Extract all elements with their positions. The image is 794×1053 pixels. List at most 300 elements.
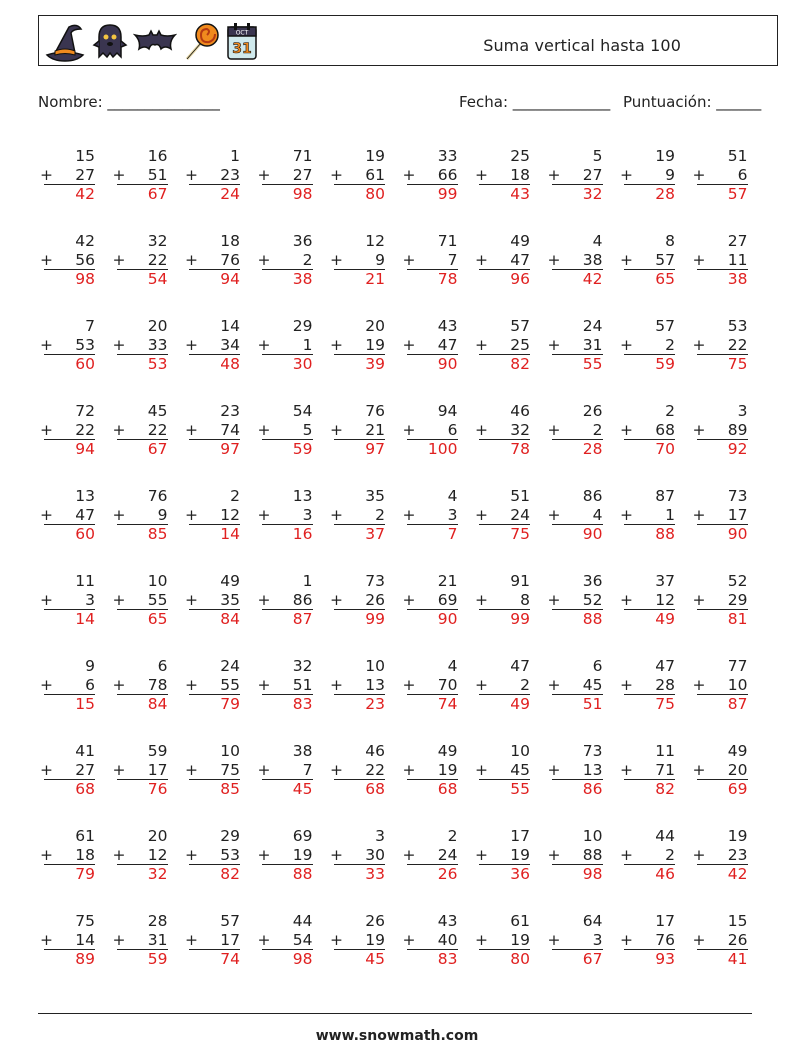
answer: 99 [479, 609, 530, 629]
icon-strip [43, 20, 259, 64]
answer: 30 [262, 354, 313, 374]
answer: 78 [407, 269, 458, 289]
problem [113, 401, 168, 459]
problem [113, 656, 168, 714]
addend-bottom: 19 [365, 931, 385, 949]
addend-bottom: 66 [437, 166, 458, 184]
addend-top: 61 [510, 912, 530, 930]
plus-sign: + [40, 166, 53, 184]
addend-top: 15 [727, 912, 748, 930]
plus-sign: + [692, 931, 706, 949]
answer: 38 [697, 269, 748, 289]
answer: 59 [262, 439, 313, 459]
plus-sign: + [257, 931, 271, 949]
addend-top: 36 [582, 572, 603, 590]
problem [548, 571, 603, 629]
answer: 49 [624, 609, 675, 629]
addend-top: 11 [655, 742, 675, 760]
problem [113, 316, 168, 374]
addend-top: 54 [292, 402, 313, 420]
addend-bottom: 19 [437, 761, 458, 779]
addend-top: 38 [292, 742, 313, 760]
score-field[interactable]: Puntuación: ______ [623, 93, 762, 111]
addend-top: 76 [365, 402, 385, 420]
addend-bottom: 12 [147, 846, 168, 864]
answer: 65 [624, 269, 675, 289]
header-box [38, 15, 778, 66]
answer: 26 [407, 864, 458, 884]
addend-bottom: 13 [582, 761, 603, 779]
addend-top: 44 [655, 827, 675, 845]
addend-bottom: 53 [220, 846, 240, 864]
problem [185, 741, 240, 799]
addend-bottom: 5 [302, 421, 313, 439]
answer: 23 [334, 694, 385, 714]
name-field[interactable]: Nombre: _______________ [38, 93, 220, 111]
answer: 98 [262, 184, 313, 204]
plus-sign: + [112, 166, 126, 184]
answer: 53 [117, 354, 168, 374]
problem [548, 656, 603, 714]
problem [548, 486, 603, 544]
problem [403, 911, 458, 969]
addend-bottom: 2 [520, 676, 530, 694]
problem [693, 146, 748, 204]
answer: 57 [697, 184, 748, 204]
addend-top: 12 [365, 232, 385, 250]
answer: 86 [552, 779, 603, 799]
answer: 98 [552, 864, 603, 884]
plus-sign: + [620, 506, 633, 524]
addend-top: 76 [147, 487, 168, 505]
addend-top: 37 [655, 572, 675, 590]
plus-sign: + [185, 166, 198, 184]
problem [258, 826, 313, 884]
addend-top: 29 [220, 827, 240, 845]
problem [693, 316, 748, 374]
addend-bottom: 3 [302, 506, 313, 524]
addend-top: 7 [85, 317, 95, 335]
plus-sign: + [257, 676, 271, 694]
plus-sign: + [547, 336, 561, 354]
plus-sign: + [402, 251, 416, 269]
problem [475, 401, 530, 459]
addend-top: 8 [665, 232, 675, 250]
problem [185, 401, 240, 459]
addend-bottom: 9 [375, 251, 385, 269]
problem [40, 486, 95, 544]
problem [693, 741, 748, 799]
plus-sign: + [547, 591, 561, 609]
answer: 83 [262, 694, 313, 714]
plus-sign: + [620, 846, 633, 864]
plus-sign: + [475, 931, 488, 949]
plus-sign: + [330, 846, 343, 864]
addend-top: 23 [220, 402, 240, 420]
addend-top: 43 [437, 912, 458, 930]
addend-bottom: 24 [510, 506, 530, 524]
problem [693, 571, 748, 629]
problem [693, 656, 748, 714]
addend-top: 3 [375, 827, 385, 845]
plus-sign: + [547, 166, 561, 184]
answer: 75 [624, 694, 675, 714]
addend-bottom: 3 [592, 931, 603, 949]
plus-sign: + [112, 931, 126, 949]
addend-top: 4 [447, 657, 458, 675]
problem [693, 401, 748, 459]
addend-bottom: 19 [365, 336, 385, 354]
addend-top: 46 [365, 742, 385, 760]
addend-bottom: 9 [157, 506, 168, 524]
answer: 38 [262, 269, 313, 289]
plus-sign: + [475, 506, 488, 524]
addend-top: 17 [510, 827, 530, 845]
plus-sign: + [112, 676, 126, 694]
addend-top: 77 [727, 657, 748, 675]
addend-top: 18 [220, 232, 240, 250]
plus-sign: + [112, 761, 126, 779]
plus-sign: + [112, 421, 126, 439]
addend-bottom: 29 [727, 591, 748, 609]
problem [403, 146, 458, 204]
answer: 59 [624, 354, 675, 374]
footer-site: www.snowmath.com [315, 1028, 479, 1044]
addend-bottom: 10 [727, 676, 748, 694]
addend-bottom: 76 [655, 931, 675, 949]
addend-bottom: 55 [220, 676, 240, 694]
plus-sign: + [185, 251, 198, 269]
addend-bottom: 27 [75, 166, 95, 184]
answer: 68 [334, 779, 385, 799]
answer: 15 [44, 694, 95, 714]
plus-sign: + [330, 166, 343, 184]
addend-top: 28 [147, 912, 168, 930]
answer: 37 [334, 524, 385, 544]
addend-bottom: 12 [220, 506, 240, 524]
addend-top: 69 [292, 827, 313, 845]
answer: 98 [44, 269, 95, 289]
answer: 60 [44, 524, 95, 544]
plus-sign: + [257, 506, 271, 524]
worksheet-title: Suma vertical hasta 100 [483, 36, 681, 55]
addend-bottom: 25 [510, 336, 530, 354]
addend-top: 71 [437, 232, 458, 250]
svg-text:OCT: OCT [235, 29, 249, 37]
answer: 60 [44, 354, 95, 374]
addend-bottom: 52 [582, 591, 603, 609]
plus-sign: + [330, 251, 343, 269]
plus-sign: + [257, 591, 271, 609]
answer: 46 [624, 864, 675, 884]
answer: 99 [334, 609, 385, 629]
problem [330, 571, 385, 629]
answer: 79 [189, 694, 240, 714]
plus-sign: + [402, 506, 416, 524]
addend-bottom: 69 [437, 591, 458, 609]
ghost-icon [91, 21, 129, 63]
answer: 42 [552, 269, 603, 289]
addend-top: 5 [592, 147, 603, 165]
answer: 42 [697, 864, 748, 884]
addend-bottom: 20 [727, 761, 748, 779]
plus-sign: + [330, 506, 343, 524]
plus-sign: + [620, 761, 633, 779]
addend-bottom: 54 [292, 931, 313, 949]
problem [548, 741, 603, 799]
plus-sign: + [475, 421, 488, 439]
problem [185, 316, 240, 374]
plus-sign: + [185, 931, 198, 949]
plus-sign: + [620, 676, 633, 694]
addend-bottom: 6 [737, 166, 748, 184]
plus-sign: + [547, 846, 561, 864]
addend-top: 13 [292, 487, 313, 505]
plus-sign: + [620, 336, 633, 354]
problem [40, 741, 95, 799]
addend-bottom: 17 [147, 761, 168, 779]
problem [258, 571, 313, 629]
answer: 69 [697, 779, 748, 799]
problem [620, 571, 675, 629]
addend-bottom: 27 [75, 761, 95, 779]
addend-bottom: 22 [147, 421, 168, 439]
addend-top: 49 [437, 742, 458, 760]
problem [620, 656, 675, 714]
problem [620, 911, 675, 969]
problem [475, 826, 530, 884]
addend-bottom: 23 [727, 846, 748, 864]
answer: 88 [624, 524, 675, 544]
addend-bottom: 61 [365, 166, 385, 184]
addend-top: 24 [220, 657, 240, 675]
addend-top: 14 [220, 317, 240, 335]
answer: 87 [697, 694, 748, 714]
addend-bottom: 2 [665, 846, 675, 864]
problem [475, 741, 530, 799]
addend-bottom: 7 [302, 761, 313, 779]
addend-top: 10 [147, 572, 168, 590]
addend-bottom: 24 [437, 846, 458, 864]
plus-sign: + [620, 421, 633, 439]
problem [113, 741, 168, 799]
answer: 94 [44, 439, 95, 459]
problem [40, 911, 95, 969]
problem [693, 231, 748, 289]
addend-bottom: 2 [665, 336, 675, 354]
answer: 82 [189, 864, 240, 884]
addend-bottom: 35 [220, 591, 240, 609]
addend-top: 20 [147, 317, 168, 335]
date-field[interactable]: Fecha: _____________ [459, 93, 611, 111]
problem [330, 146, 385, 204]
answer: 94 [189, 269, 240, 289]
addend-bottom: 14 [75, 931, 95, 949]
answer: 100 [407, 439, 458, 459]
plus-sign: + [475, 166, 488, 184]
plus-sign: + [402, 761, 416, 779]
answer: 67 [552, 949, 603, 969]
addend-bottom: 4 [592, 506, 603, 524]
problem [403, 486, 458, 544]
plus-sign: + [40, 846, 53, 864]
problem [693, 826, 748, 884]
answer: 93 [624, 949, 675, 969]
plus-sign: + [40, 506, 53, 524]
answer: 68 [44, 779, 95, 799]
problem [185, 656, 240, 714]
answer: 97 [189, 439, 240, 459]
addend-bottom: 28 [655, 676, 675, 694]
addend-top: 41 [75, 742, 95, 760]
lollipop-icon [181, 21, 221, 63]
addend-top: 51 [510, 487, 530, 505]
addend-bottom: 75 [220, 761, 240, 779]
addend-bottom: 88 [582, 846, 603, 864]
answer: 89 [44, 949, 95, 969]
addend-bottom: 6 [447, 421, 458, 439]
problem [403, 231, 458, 289]
problem [548, 231, 603, 289]
problem [113, 146, 168, 204]
problem [185, 571, 240, 629]
addend-top: 59 [147, 742, 168, 760]
addend-bottom: 3 [85, 591, 95, 609]
plus-sign: + [475, 846, 488, 864]
addend-top: 2 [230, 487, 240, 505]
addend-bottom: 22 [75, 421, 95, 439]
addend-bottom: 78 [147, 676, 168, 694]
addend-bottom: 1 [665, 506, 675, 524]
answer: 32 [117, 864, 168, 884]
addend-bottom: 31 [582, 336, 603, 354]
problem [403, 656, 458, 714]
plus-sign: + [547, 676, 561, 694]
answer: 70 [624, 439, 675, 459]
answer: 76 [117, 779, 168, 799]
problem [693, 486, 748, 544]
problem [40, 401, 95, 459]
addend-top: 49 [510, 232, 530, 250]
addend-bottom: 27 [292, 166, 313, 184]
plus-sign: + [257, 421, 271, 439]
addend-top: 36 [292, 232, 313, 250]
plus-sign: + [112, 336, 126, 354]
addend-bottom: 89 [727, 421, 748, 439]
problem [330, 401, 385, 459]
addend-bottom: 13 [365, 676, 385, 694]
addend-top: 26 [582, 402, 603, 420]
plus-sign: + [475, 676, 488, 694]
addend-bottom: 11 [727, 251, 748, 269]
answer: 82 [479, 354, 530, 374]
addend-top: 61 [75, 827, 95, 845]
problem [620, 231, 675, 289]
plus-sign: + [475, 591, 488, 609]
problem [548, 146, 603, 204]
problem [258, 656, 313, 714]
addend-bottom: 30 [365, 846, 385, 864]
answer: 67 [117, 184, 168, 204]
plus-sign: + [692, 591, 706, 609]
addend-bottom: 22 [147, 251, 168, 269]
addend-top: 16 [147, 147, 168, 165]
plus-sign: + [330, 591, 343, 609]
answer: 75 [697, 354, 748, 374]
problem [330, 486, 385, 544]
answer: 85 [117, 524, 168, 544]
problem [258, 231, 313, 289]
problem [258, 146, 313, 204]
addend-top: 19 [727, 827, 748, 845]
problem [403, 316, 458, 374]
addend-bottom: 2 [375, 506, 385, 524]
problem [40, 146, 95, 204]
plus-sign: + [402, 336, 416, 354]
plus-sign: + [185, 421, 198, 439]
problem [185, 826, 240, 884]
answer: 14 [44, 609, 95, 629]
plus-sign: + [547, 421, 561, 439]
problem [113, 486, 168, 544]
answer: 97 [334, 439, 385, 459]
plus-sign: + [547, 251, 561, 269]
problem [40, 231, 95, 289]
answer: 80 [334, 184, 385, 204]
addend-top: 57 [220, 912, 240, 930]
addend-bottom: 57 [655, 251, 675, 269]
addend-bottom: 70 [437, 676, 458, 694]
problem [620, 401, 675, 459]
plus-sign: + [112, 591, 126, 609]
answer: 67 [117, 439, 168, 459]
addend-top: 1 [230, 147, 240, 165]
problem [330, 231, 385, 289]
answer: 55 [552, 354, 603, 374]
addend-bottom: 45 [510, 761, 530, 779]
problem [403, 741, 458, 799]
addend-top: 57 [655, 317, 675, 335]
plus-sign: + [330, 761, 343, 779]
answer: 88 [262, 864, 313, 884]
plus-sign: + [475, 336, 488, 354]
plus-sign: + [692, 846, 706, 864]
plus-sign: + [402, 931, 416, 949]
answer: 81 [697, 609, 748, 629]
bat-icon [133, 21, 177, 63]
plus-sign: + [112, 506, 126, 524]
answer: 24 [189, 184, 240, 204]
addend-bottom: 17 [220, 931, 240, 949]
answer: 68 [407, 779, 458, 799]
problem [620, 486, 675, 544]
addend-top: 17 [655, 912, 675, 930]
addend-top: 71 [292, 147, 313, 165]
addend-bottom: 19 [510, 846, 530, 864]
problem [330, 316, 385, 374]
answer: 45 [334, 949, 385, 969]
problem [475, 316, 530, 374]
answer: 14 [189, 524, 240, 544]
answer: 74 [189, 949, 240, 969]
plus-sign: + [402, 166, 416, 184]
addend-bottom: 22 [727, 336, 748, 354]
problem [475, 656, 530, 714]
plus-sign: + [692, 336, 706, 354]
addend-top: 51 [727, 147, 748, 165]
problem [548, 316, 603, 374]
addend-bottom: 71 [655, 761, 675, 779]
